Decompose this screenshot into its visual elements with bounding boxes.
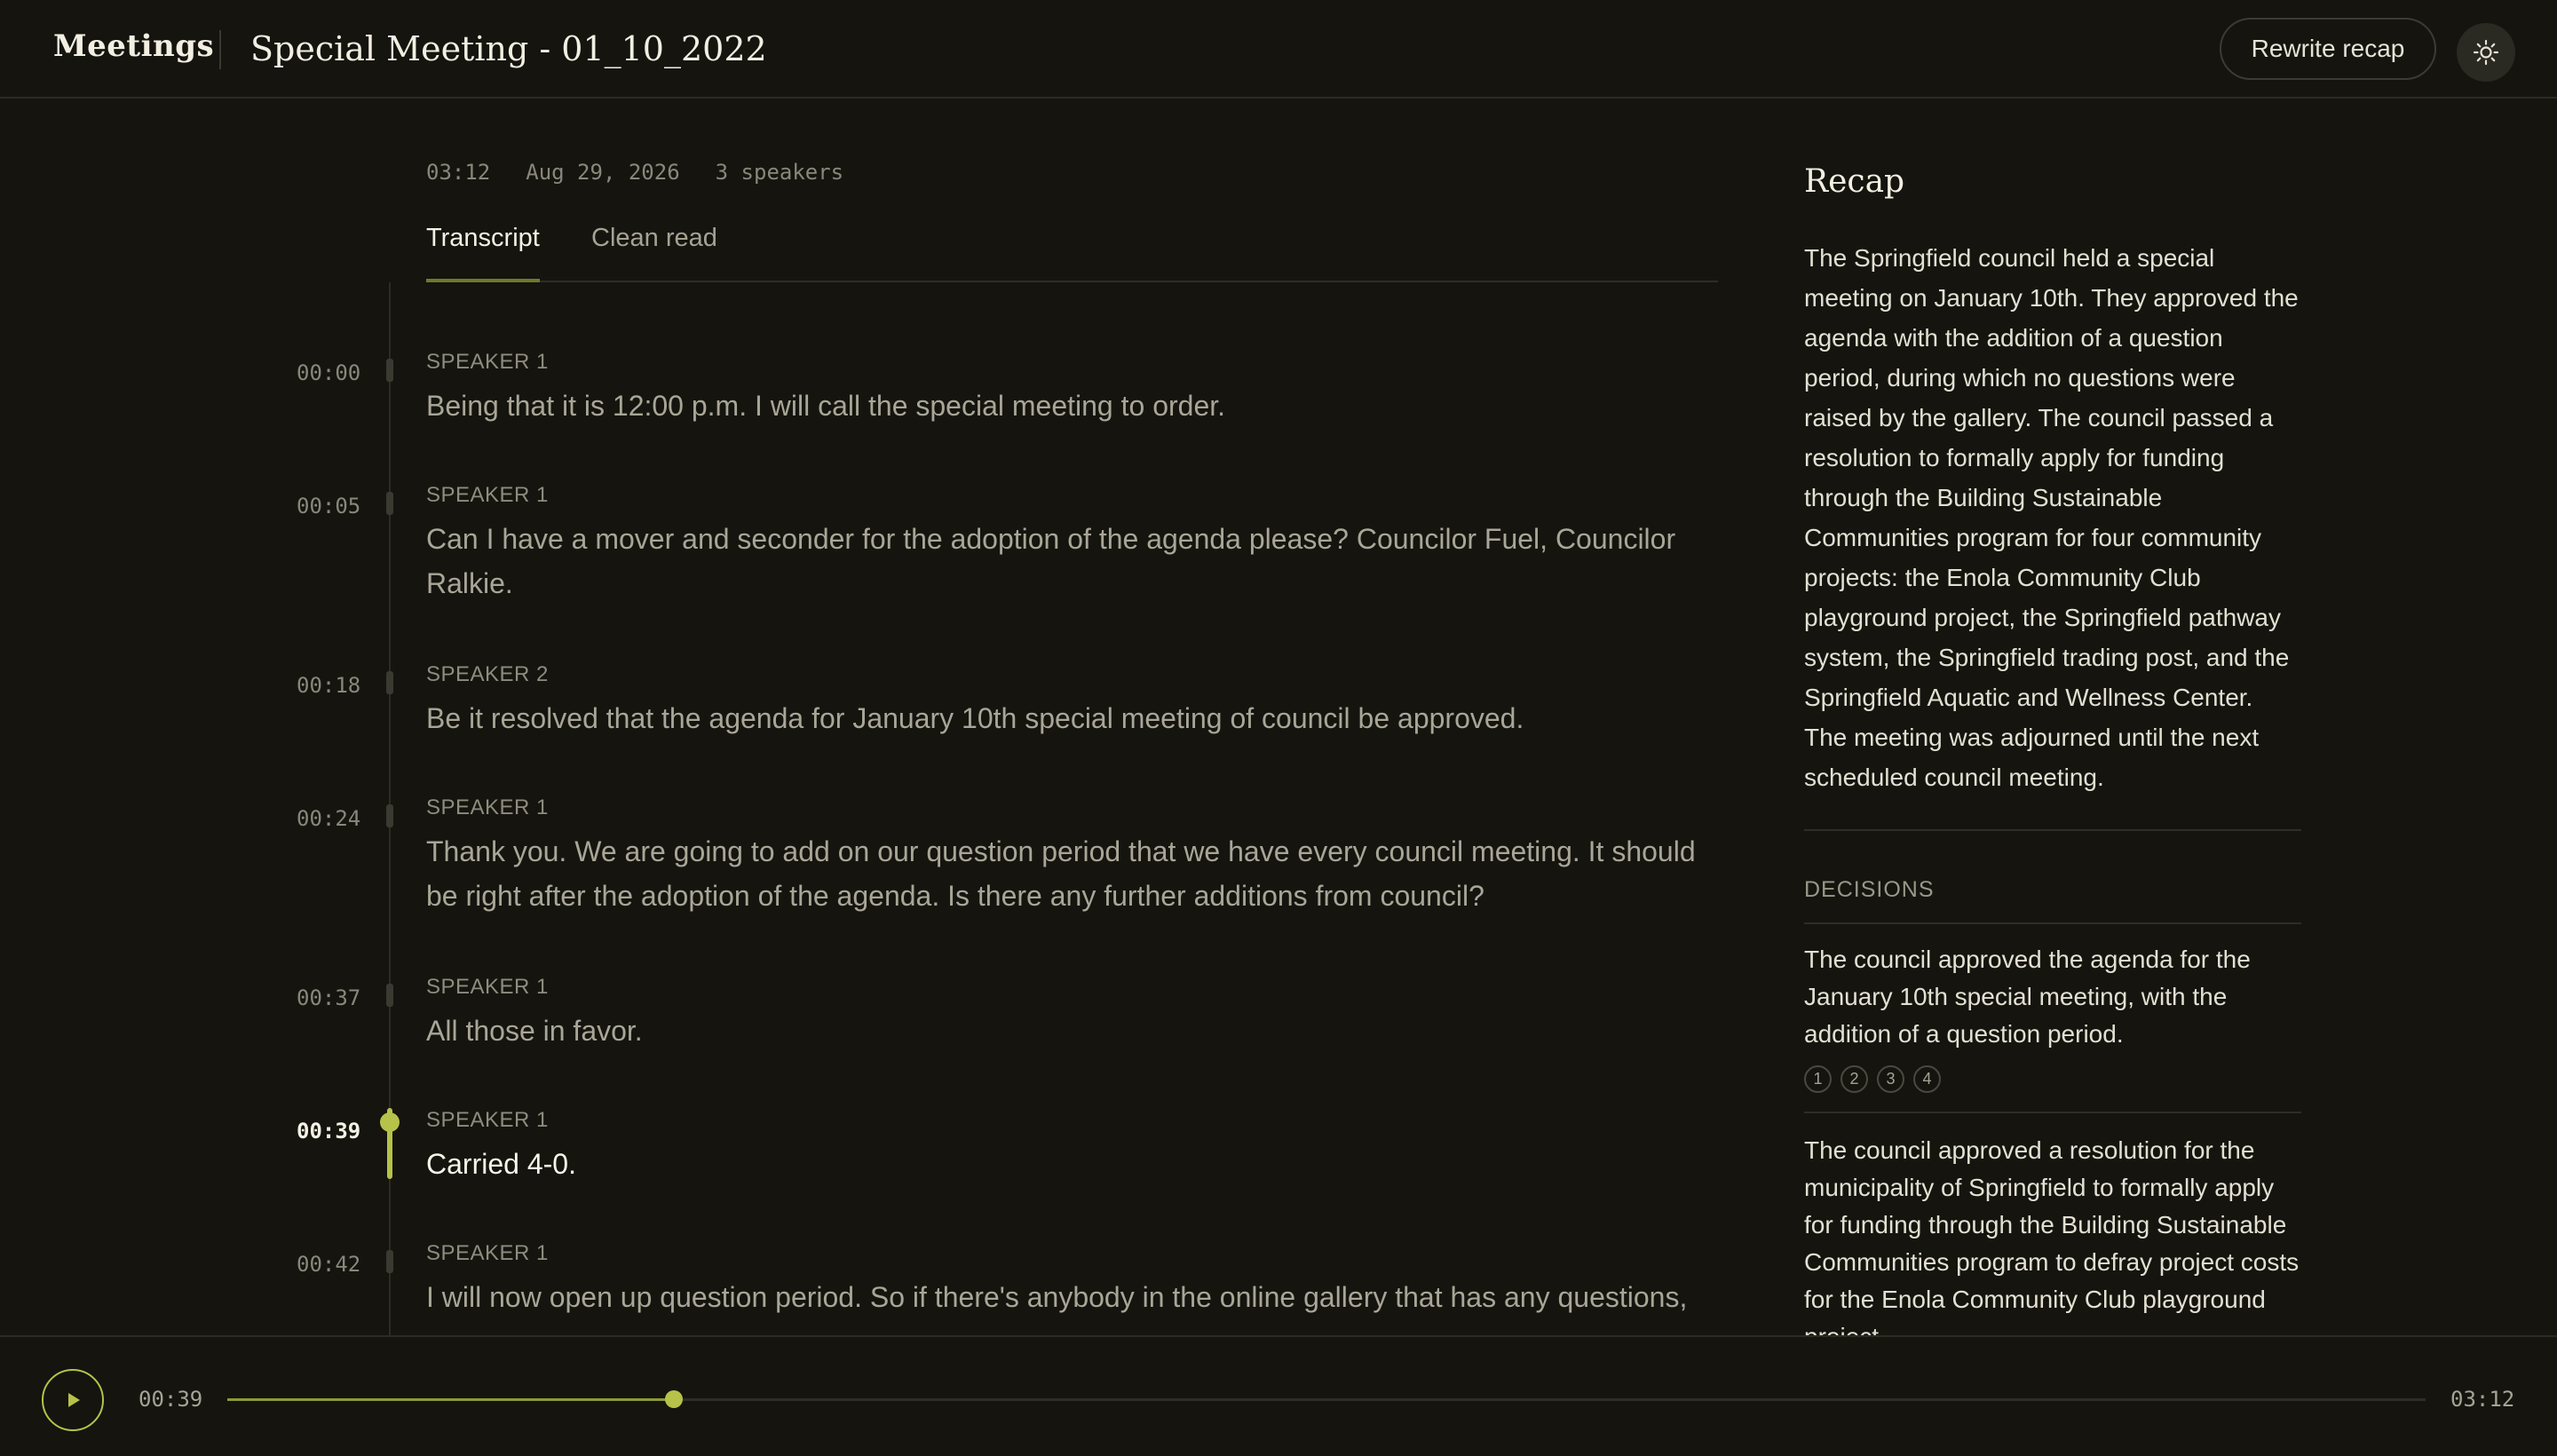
meeting-meta — [426, 160, 843, 185]
segment-time[interactable]: 00:39 — [297, 1119, 361, 1143]
audio-player — [0, 1335, 2557, 1456]
rewrite-recap-button[interactable]: Rewrite recap — [2220, 18, 2436, 80]
ref-badge[interactable]: 3 — [1877, 1065, 1904, 1093]
segment-text: Carried 4-0. — [426, 1148, 576, 1180]
total-time: 03:12 — [2450, 1387, 2515, 1412]
segment-tick — [386, 804, 393, 827]
segment-speaker: SPEAKER 1 — [426, 975, 549, 999]
segment-speaker: SPEAKER 1 — [426, 1108, 549, 1132]
header-divider — [219, 30, 221, 69]
segment-text: Can I have a mover and seconder for the adoption of the agenda please? Councilor Fuel, Councilor Ralkie. — [426, 523, 1676, 599]
decisions-label: DECISIONS — [1804, 877, 1935, 902]
segment-tick — [386, 492, 393, 515]
segment-text: Thank you. We are going to add on our question period that we have every council meeting. It should be right after the adoption of the agenda. Is there any further additions from council? — [426, 835, 1696, 912]
segment-text: I will now open up question period. So if there's anybody in the online gallery that has any questions, — [426, 1281, 1688, 1313]
segment-time[interactable]: 00:42 — [297, 1252, 361, 1277]
segment-tick — [386, 1250, 393, 1273]
recap-divider — [1804, 829, 2301, 831]
segment-speaker: SPEAKER 1 — [426, 1241, 549, 1265]
segment-text: Be it resolved that the agenda for January 10th special meeting of council be approved. — [426, 702, 1524, 734]
decision-item: The council approved a resolution for the municipality of Springfield to formally apply for funding through the Building Sustainable Communities program to defray project costs for the Enola Community Club playground — [1804, 1136, 2300, 1313]
segment-speaker: SPEAKER 1 — [426, 483, 549, 507]
playhead-dot — [380, 1112, 400, 1132]
segment-text: All those in favor. — [426, 1015, 643, 1047]
recap-body: The Springfield council held a special meeting on January 10th. They approved the agenda with the addition of a question period, during which no questions were raised by the gallery. The council passed a resolution to formally apply for funding through the Building Sustainable Communities program for four community projects: the Enola Community Club playground project, the Springfield pathway system, the Springfield trading post, and the Springfield Aquatic and Wellness Center. The meeting was adjourned until the next scheduled council meeting. — [1804, 244, 2299, 791]
recap-title: Recap — [1804, 163, 1905, 200]
meeting-speakers: 3 speakers — [715, 160, 844, 185]
ref-badge[interactable]: 2 — [1841, 1065, 1868, 1093]
segment-tick — [386, 984, 393, 1007]
ref-badge[interactable]: 4 — [1913, 1065, 1941, 1093]
tab-transcript[interactable]: Transcript — [426, 224, 540, 281]
segment-speaker: SPEAKER 1 — [426, 350, 549, 374]
decisions-divider — [1804, 922, 2301, 924]
play-icon — [63, 1390, 83, 1410]
decision-refs — [1804, 1065, 1941, 1093]
transcript-clip — [0, 1225, 1740, 1335]
decision-divider — [1804, 1112, 2301, 1113]
tab-clean-read[interactable]: Clean read — [591, 224, 717, 252]
sun-icon — [2473, 39, 2499, 66]
decision-item: The council approved the agenda for the January 10th special meeting, with the addition of a question period. — [1804, 946, 2251, 1048]
segment-text: Being that it is 12:00 p.m. I will call the special meeting to order. — [426, 390, 1226, 422]
segment-speaker: SPEAKER 2 — [426, 662, 549, 686]
play-button[interactable] — [42, 1369, 104, 1431]
seek-track[interactable] — [227, 1398, 2426, 1401]
segment-time[interactable]: 00:37 — [297, 985, 361, 1010]
segment-tick — [386, 359, 393, 382]
segment-time[interactable]: 00:18 — [297, 673, 361, 698]
page-title: Special Meeting - 01_10_2022 — [250, 29, 767, 68]
seek-thumb[interactable] — [665, 1390, 683, 1408]
view-tabs — [426, 224, 1718, 282]
segment-speaker: SPEAKER 1 — [426, 795, 549, 819]
current-time: 00:39 — [139, 1387, 203, 1412]
segment-time[interactable]: 00:05 — [297, 494, 361, 518]
seek-progress — [227, 1398, 674, 1401]
segment-time[interactable]: 00:00 — [297, 360, 361, 385]
header — [0, 0, 2557, 99]
recap-scroll-clip — [1776, 1114, 2344, 1334]
ref-badge[interactable]: 1 — [1804, 1065, 1832, 1093]
meeting-date: Aug 29, 2026 — [526, 160, 680, 185]
segment-time[interactable]: 00:24 — [297, 806, 361, 831]
brand[interactable]: Meetings — [53, 28, 215, 64]
meeting-duration: 03:12 — [426, 160, 491, 185]
segment-tick — [386, 671, 393, 694]
theme-toggle-button[interactable] — [2457, 23, 2515, 82]
